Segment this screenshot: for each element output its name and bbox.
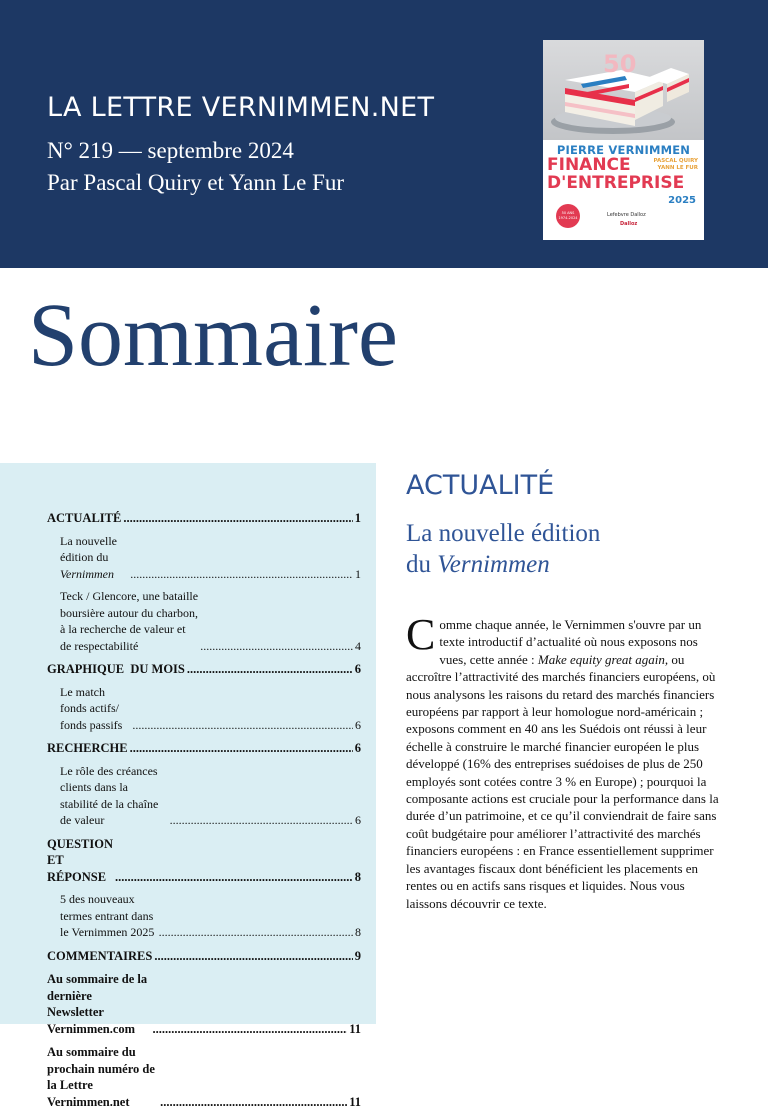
article-title-line1: La nouvelle édition <box>406 518 706 549</box>
article-body <box>406 616 724 912</box>
toc-entry-title: Le rôle des créances clients dans la stabilité de la chaîne de valeur <box>60 763 168 829</box>
toc-page-number: 11 <box>349 1021 361 1038</box>
newsletter-title: LA LETTRE VERNIMMEN.NET <box>47 92 434 123</box>
section-heading: ACTUALITÉ <box>406 470 554 501</box>
cover-title-line1: FINANCE <box>547 157 631 174</box>
cover-coauthors <box>653 158 698 172</box>
toc-leader <box>115 869 353 886</box>
toc-entry-graphique[interactable] <box>47 661 361 678</box>
toc-entry-prochain-numero[interactable] <box>47 1044 361 1110</box>
toc-page-number: 6 <box>355 717 361 734</box>
publisher-logo: Lefebvre Dalloz <box>607 212 646 218</box>
cover-title-line2: D'ENTREPRISE <box>547 175 684 192</box>
anniversary-badge: 50 ANS 1974-2024 <box>556 204 580 228</box>
toc-entry-actualite[interactable] <box>47 510 361 527</box>
toc-entry-title: RECHERCHE <box>47 740 128 757</box>
toc-leader <box>187 661 353 678</box>
newsletter-header <box>0 0 768 268</box>
toc-entry-title: Au sommaire du prochain numéro de la Lettre Vernimmen.net <box>47 1044 158 1110</box>
toc-page-number: 1 <box>355 566 361 583</box>
toc-entry-teck-glencore[interactable] <box>47 588 361 654</box>
toc-entry-title: GRAPHIQUE DU MOIS <box>47 661 185 678</box>
toc-entry-title: Au sommaire de la dernière Newsletter Vernimmen.com <box>47 971 150 1037</box>
article-title <box>406 518 706 580</box>
cover-year: 2025 <box>668 195 696 206</box>
drop-cap: C <box>406 618 435 652</box>
cover-coauthor-1: PASCAL QUIRY <box>653 158 698 165</box>
toc-entry-title: Teck / Glencore, une bataille boursière autour du charbon, à la recherche de valeur et de respectabilité <box>60 588 198 654</box>
toc-entry-recherche[interactable] <box>47 740 361 757</box>
page-title: Sommaire <box>28 282 398 390</box>
toc-leader <box>130 566 353 583</box>
toc-leader <box>170 812 353 829</box>
toc-entry-title: La nouvelle édition du Vernimmen <box>60 533 128 583</box>
cake-photo <box>543 40 704 140</box>
toc-page-number: 1 <box>355 510 361 527</box>
toc-page-number: 6 <box>355 740 361 757</box>
article-body-emphasis: Make equity great again, <box>538 652 668 667</box>
article-body-text-cont: ou accroître l’attractivité des marchés financiers européens, où nous analysons les raisons du retard des marchés financiers européens par rapport à leur homologue nord-américain ; exposons comment en 40 ans les Suédois ont réussi à leur échelle à construire le marché financier européen le plus développé (16% des entreprises suédoises de plus de 250 employés sont cotées contre 3 % en Europe) ; pourquoi la composante actions est cruciale pour la performance dans la durée d’un patrimoine, et ce qu’il conviendrait de faire sans coût budgétaire pour améliorer l’attractivité des marchés financiers européens : en France essentiellement supprimer les avantages fiscaux dont bénéficient les placements en rentes ou en actifs sans risques et liquides. Nous vous laissons découvrir ce texte. <box>406 652 719 911</box>
authors-line: Par Pascal Quiry et Yann Le Fur <box>47 170 344 196</box>
imprint-logo: Dalloz <box>620 221 637 227</box>
toc-entry-title: Le match fonds actifs/ fonds passifs <box>60 684 130 734</box>
toc-entry-title: 5 des nouveaux termes entrant dans le Vernimmen 2025 <box>60 891 157 941</box>
toc-entry-commentaires[interactable] <box>47 948 361 965</box>
cake-illustration <box>543 40 704 140</box>
toc-entry-question-reponse[interactable] <box>47 836 361 886</box>
toc-leader <box>152 1021 347 1038</box>
toc-entry-match-fonds[interactable] <box>47 684 361 734</box>
toc-page-number: 11 <box>349 1094 361 1110</box>
table-of-contents <box>47 510 361 1110</box>
toc-leader <box>160 1094 347 1110</box>
toc-leader <box>159 924 353 941</box>
toc-page-number: 8 <box>355 869 361 886</box>
toc-page-number: 6 <box>355 661 361 678</box>
toc-entry-derniere-newsletter[interactable] <box>47 971 361 1037</box>
toc-leader <box>123 510 352 527</box>
cake-number: 50 <box>603 50 636 78</box>
book-cover <box>543 40 704 240</box>
toc-leader <box>130 740 353 757</box>
toc-leader <box>154 948 352 965</box>
cover-coauthor-2: YANN LE FUR <box>653 165 698 172</box>
article-body-text: omme chaque année, le Vernimmen s'ouvre par un texte introductif d’actualité où nous exposons nos vues, cette année : <box>439 617 701 667</box>
toc-page-number: 8 <box>355 924 361 941</box>
toc-page-number: 9 <box>355 948 361 965</box>
toc-entry-nouvelle-edition[interactable] <box>47 533 361 583</box>
article-title-line2: du Vernimmen <box>406 549 706 580</box>
toc-entry-nouveaux-termes[interactable] <box>47 891 361 941</box>
toc-entry-title: ACTUALITÉ <box>47 510 121 527</box>
toc-page-number: 6 <box>355 812 361 829</box>
toc-leader <box>132 717 353 734</box>
cover-author: PIERRE VERNIMMEN <box>543 143 704 157</box>
toc-entry-title: QUESTION ET RÉPONSE <box>47 836 113 886</box>
toc-entry-creances-clients[interactable] <box>47 763 361 829</box>
toc-leader <box>200 638 353 655</box>
toc-page-number: 4 <box>355 638 361 655</box>
issue-number: N° 219 — septembre 2024 <box>47 138 294 164</box>
toc-entry-title: COMMENTAIRES <box>47 948 152 965</box>
